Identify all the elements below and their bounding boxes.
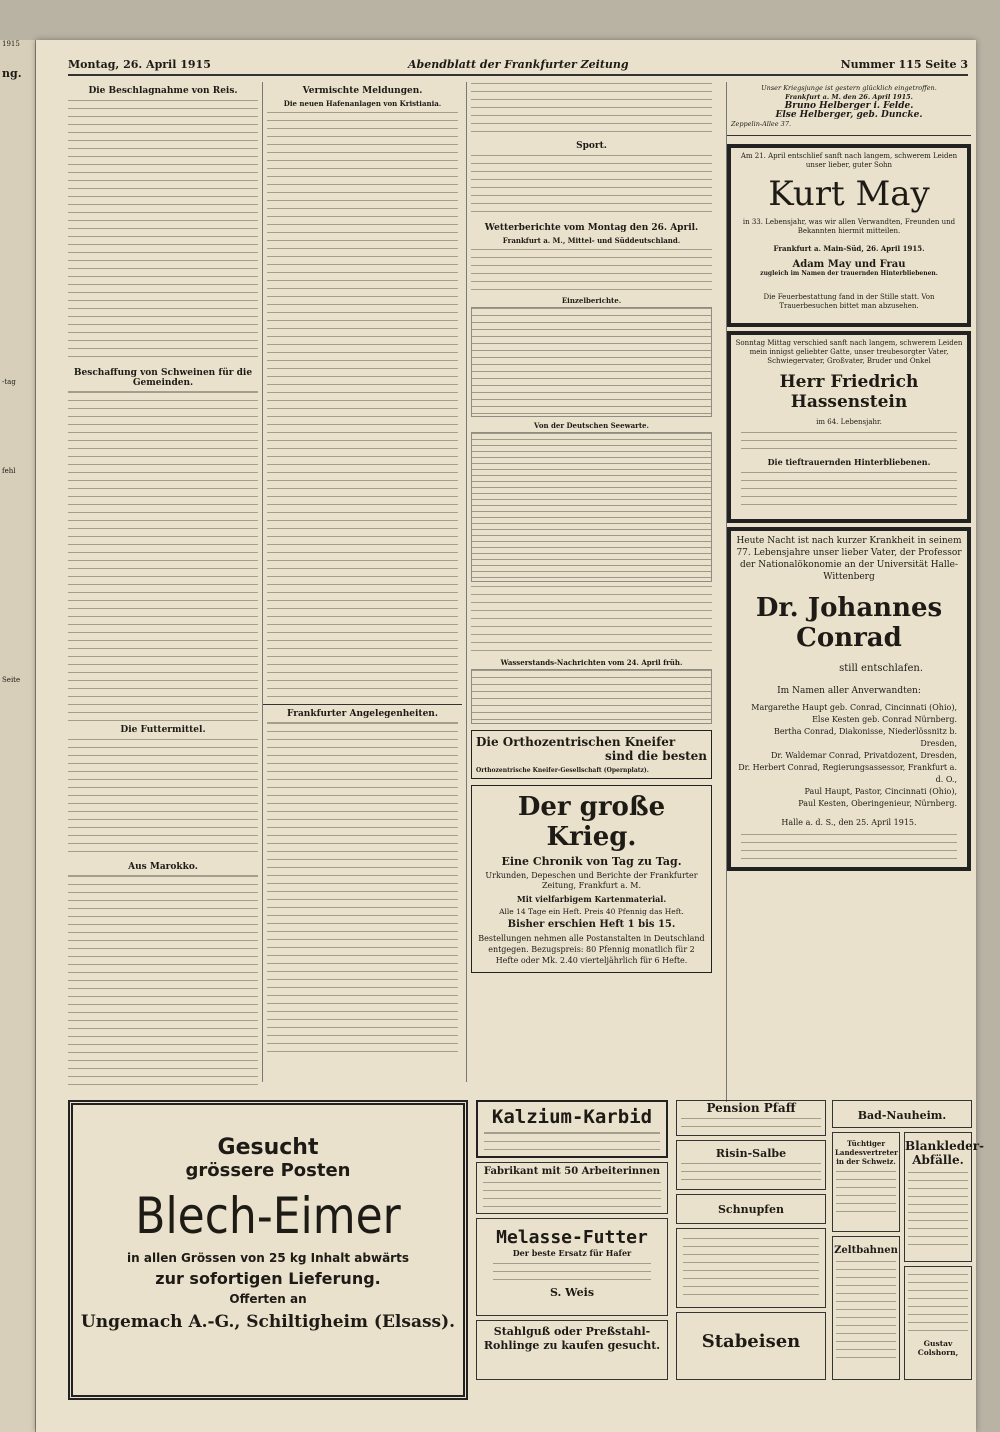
ad-text: Alle 14 Tage ein Heft. Preis 40 Pfennig das Heft. <box>499 907 684 916</box>
schamotte-ad <box>676 1228 826 1308</box>
article-body-text <box>471 154 712 219</box>
kalzium-karbid-ad <box>476 1100 668 1158</box>
strip-text: ng. <box>2 67 22 80</box>
ad-headline: sind die besten <box>604 749 707 763</box>
ad-headline: Blech-Eimer <box>135 1187 401 1245</box>
notice-text: Die tieftrauernden Hinterbliebenen. <box>767 457 931 467</box>
article-heading: Die Futtermittel. <box>120 725 206 735</box>
notice-text: Halle a. d. S., den 25. April 1915. <box>781 818 917 827</box>
notice-text: Sonntag Mittag verschied sanft nach langem, schwerem Leiden mein innigst geliebter Gatte, unser treubesorgter Vater, Schwiegervater, Großvater, Bruder und Onkel <box>735 339 963 365</box>
mourner-name: Adam May und Frau <box>792 259 906 270</box>
ad-headline: Fabrikant mit 50 Arbeiterinnen <box>483 1166 661 1177</box>
notice-body-text <box>741 833 957 863</box>
ad-text: Orthozentrische Kneifer-Gesellschaft (Opernplatz). <box>476 767 649 774</box>
article-heading: Vermischte Meldungen. <box>302 86 423 96</box>
article-body-text <box>471 585 712 655</box>
ad-text: S. Weis <box>549 1286 595 1299</box>
ad-text <box>836 1170 896 1215</box>
ad-headline: Kalzium-Karbid <box>491 1106 653 1128</box>
notice-text: Die Feuerbestattung fand in der Stille statt. Von Trauerbesuchen bittet man abzusehen. <box>763 293 935 310</box>
ad-text <box>908 1273 968 1333</box>
column-4 <box>726 82 971 1102</box>
announcement-text: Frankfurt a. M. den 26. April 1915. <box>785 93 913 101</box>
deceased-name: Dr. Johannes Conrad <box>755 593 943 653</box>
melasse-futter-ad <box>476 1218 668 1316</box>
newspaper-page <box>36 40 985 1432</box>
ad-text <box>493 1262 651 1282</box>
ad-text: Bisher erschien Heft 1 bis 15. <box>507 919 676 930</box>
mourner-name: Paul Haupt, Pastor, Cincinnati (Ohio), <box>804 787 957 796</box>
article-body-text <box>68 391 258 721</box>
article-body-text <box>471 82 712 137</box>
ad-text <box>836 1260 896 1360</box>
colshorn-ad <box>904 1266 972 1380</box>
blankleder-ad <box>904 1132 985 1262</box>
ad-headline: Gesucht <box>217 1135 319 1160</box>
article-body-text <box>68 99 258 364</box>
announcement-text: Zeppelin-Allee 37. <box>731 120 792 128</box>
strip-text: Seite <box>2 676 21 684</box>
death-notice-kurt-may <box>727 144 971 327</box>
table-heading: Wasserstands-Nachrichten vom 24. April früh. <box>500 658 683 667</box>
mourner-name: Bertha Conrad, Diakonisse, Niederlössnitz b. Dresden, <box>773 727 957 748</box>
bad-nauheim-ad <box>832 1100 972 1128</box>
schnupfen-ad <box>676 1194 826 1224</box>
article-body-text <box>471 248 712 293</box>
header-paper-title: Abendblatt der Frankfurter Zeitung <box>408 58 629 71</box>
article-body-text <box>267 722 458 1052</box>
ad-headline: Stahlguß oder Preßstahl-Rohlinge zu kaufen gesucht. <box>483 1325 661 1352</box>
strip-text: 1915 <box>2 40 20 48</box>
ad-headline: Stabeisen <box>701 1331 801 1352</box>
stahlguss-ad <box>476 1320 668 1380</box>
article-body-text <box>267 111 458 701</box>
ad-text <box>908 1171 968 1251</box>
ad-text: in allen Grössen von 25 kg Inhalt abwärts <box>127 1251 409 1265</box>
ad-headline: Melasse-Futter <box>496 1227 648 1248</box>
mourner-name: Margarethe Haupt geb. Conrad, Cincinnati (Ohio), <box>751 703 957 712</box>
column-1 <box>68 82 258 1082</box>
strip-text: -tag <box>2 378 16 386</box>
ad-headline: Blankleder-Abfälle. <box>905 1139 985 1167</box>
ad-headline: Bad-Nauheim. <box>857 1109 947 1122</box>
kneifer-ad <box>471 730 712 779</box>
weather-table <box>471 307 712 417</box>
article-body-text <box>68 738 258 858</box>
ad-text: Urkunden, Depeschen und Berichte der Frankfurter Zeitung, Frankfurt a. M. <box>485 871 698 890</box>
header-page-number: Nummer 115 Seite 3 <box>840 58 968 71</box>
adjacent-page-strip <box>0 40 36 1432</box>
zeltbahnen-ad <box>832 1236 900 1380</box>
header-date: Montag, 26. April 1915 <box>68 58 211 71</box>
notice-body-text <box>741 431 957 453</box>
strip-text: fehl <box>2 467 16 475</box>
seewarte-table <box>471 432 712 582</box>
announcement-name: Bruno Helberger i. Felde. <box>784 101 914 111</box>
notice-text: zugleich im Namen der trauernden Hinterbliebenen. <box>760 270 938 277</box>
ad-text <box>683 1237 819 1297</box>
risin-salbe-ad <box>676 1140 826 1190</box>
ad-headline: Pension Pfaff <box>706 1101 796 1115</box>
ad-text <box>483 1181 661 1209</box>
ad-headline: Risin-Salbe <box>715 1147 787 1160</box>
ad-text: Mit vielfarbigem Kartenmaterial. <box>516 894 667 904</box>
stabeisen-ad <box>676 1312 826 1380</box>
article-heading: Die Beschlagnahme von Reis. <box>88 86 238 96</box>
article-heading: Frankfurter Angelegenheiten. <box>286 709 438 719</box>
blech-eimer-ad <box>68 1100 468 1400</box>
announcement-text: Unser Kriegsjunge ist gestern glücklich eingetroffen. <box>761 84 937 92</box>
ad-text: Offerten an <box>229 1292 307 1306</box>
table-heading: Von der Deutschen Seewarte. <box>534 421 649 430</box>
schweiz-ad <box>832 1132 900 1232</box>
ad-subheadline: grössere Posten <box>185 1160 351 1181</box>
ad-text: zur sofortigen Lieferung. <box>155 1269 381 1288</box>
ad-headline: Schnupfen <box>717 1203 785 1216</box>
death-notice-conrad <box>727 527 971 871</box>
notice-text: Im Namen aller Anverwandten: <box>777 686 921 696</box>
announcement-name: Else Helberger, geb. Duncke. <box>775 110 923 120</box>
der-grosse-krieg-ad <box>471 785 712 973</box>
mourner-name: Else Kesten geb. Conrad Nürnberg. <box>812 715 957 724</box>
ad-text: Ungemach A.-G., Schiltigheim (Elsass). <box>80 1312 456 1332</box>
deceased-name: Kurt May <box>768 174 930 214</box>
ad-text <box>681 1117 821 1133</box>
article-heading: Wetterberichte vom Montag den 26. April. <box>484 223 699 233</box>
birth-announcement <box>727 82 971 136</box>
column-2 <box>262 82 462 1082</box>
deceased-name: Herr Friedrich Hassenstein <box>779 372 919 412</box>
article-heading: Beschaffung von Schweinen für die Gemeinden. <box>73 368 253 388</box>
article-heading: Sport. <box>576 141 607 151</box>
notice-text: in 33. Lebensjahr, was wir allen Verwandten, Freunden und Bekannten hiermit mitteilen. <box>742 218 956 235</box>
ad-headline: Die Orthozentrischen Kneifer <box>476 735 676 749</box>
article-subheading: Die neuen Hafenanlagen von Kristiania. <box>283 99 442 108</box>
article-heading: Aus Marokko. <box>128 862 198 872</box>
article-subheading: Frankfurt a. M., Mittel- und Süddeutschland. <box>502 236 681 245</box>
notice-text: still entschlafen. <box>839 663 923 674</box>
pension-pfaff-ad <box>676 1100 826 1136</box>
page-header <box>68 54 968 76</box>
ad-text: Der beste Ersatz für Hafer <box>512 1248 632 1258</box>
article-body-text <box>68 875 258 1085</box>
ad-headline: Der große Krieg. <box>517 792 666 852</box>
mourner-name: Paul Kesten, Oberingenieur, Nürnberg. <box>798 799 957 808</box>
ad-text: Bestellungen nehmen alle Postanstalten in Deutschland entgegen. Bezugspreis: 80 Pfennig monatlich für 2 Hefte oder Mk. 2.40 vierteljährlich für 6 Hefte. <box>478 934 705 965</box>
mourner-name: Dr. Waldemar Conrad, Privatdozent, Dresden, <box>770 751 957 760</box>
death-notice-hassenstein <box>727 331 971 523</box>
notice-body-text <box>741 471 957 511</box>
ad-headline: Zeltbahnen <box>834 1245 898 1256</box>
notice-text: Am 21. April entschlief sanft nach langem, schwerem Leiden unser lieber, guter Sohn <box>740 152 958 169</box>
ad-headline: Tüchtiger Landesvertreter in der Schweiz. <box>835 1139 898 1166</box>
notice-text: Heute Nacht ist nach kurzer Krankheit in seinem 77. Lebensjahre unser lieber Vater, der Professor der Nationalökonomie an der Universität Halle-Wittenberg <box>736 536 962 582</box>
ad-text <box>484 1132 660 1150</box>
ad-text <box>681 1162 821 1182</box>
fabrikant-ad <box>476 1162 668 1214</box>
mourner-name: Dr. Herbert Conrad, Regierungsassessor, Frankfurt a. d. O., <box>738 763 957 784</box>
ad-subheadline: Eine Chronik von Tag zu Tag. <box>501 855 682 868</box>
water-level-table <box>471 669 712 724</box>
notice-text: im 64. Lebensjahr. <box>816 418 882 426</box>
ad-headline: Gustav Colshorn, <box>917 1339 959 1357</box>
column-3 <box>466 82 716 1082</box>
notice-text: Frankfurt a. Main-Süd, 26. April 1915. <box>773 244 925 253</box>
table-heading: Einzelberichte. <box>561 296 622 305</box>
